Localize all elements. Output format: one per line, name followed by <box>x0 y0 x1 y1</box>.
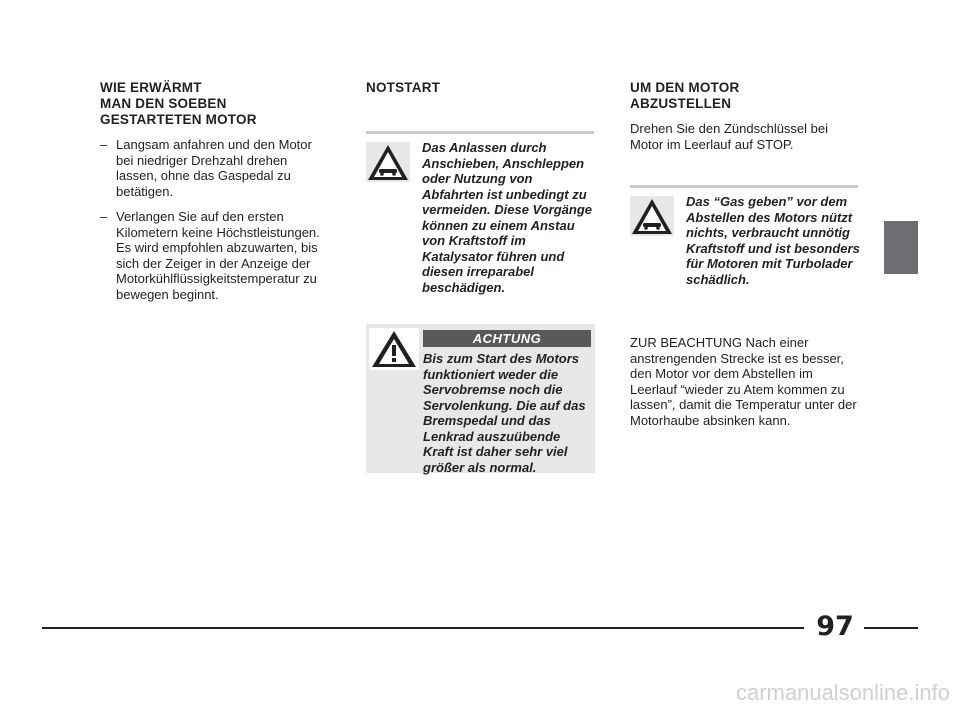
heading-line: ABZUSTELLEN <box>630 96 732 111</box>
watermark: carmanualsonline.info <box>735 680 950 705</box>
section-heading-warm-up <box>100 80 332 128</box>
note-divider <box>366 131 594 134</box>
note-push-start <box>366 140 596 295</box>
right-column <box>630 80 860 152</box>
heading-line: UM DEN MOTOR <box>630 80 740 95</box>
middle-column <box>366 80 596 105</box>
heading-line: GESTARTETEN MOTOR <box>100 112 257 127</box>
warning-band: ACHTUNG <box>423 330 591 347</box>
left-column <box>100 80 332 312</box>
page-number: 97 <box>816 611 854 642</box>
section-heading-stop-engine <box>630 80 860 112</box>
footer-rule-left <box>42 627 804 629</box>
zur-beachtung-paragraph: ZUR BEACHTUNG Nach einer anstrengenden Strecke ist es besser, den Motor vor dem Abstellen im Leerlauf “wieder zu Atem kommen zu lassen”, damit die Temperatur unter der Motorhaube absinken kann. <box>630 335 857 428</box>
footer-rule-right <box>864 627 918 629</box>
note-divider <box>630 185 858 188</box>
list-item: – Langsam anfahren und den Motor bei niedriger Drehzahl drehen lassen, ohne das Gaspedal zu betätigen. <box>100 137 332 199</box>
list-item: – Verlangen Sie auf den ersten Kilometern keine Höchstleistungen. Es wird empfohlen abzuwarten, bis sich der Zeiger in der Anzeige der Motorkühlflüssigkeitstemperatur zu bewegen beginnt. <box>100 209 332 302</box>
warm-up-list <box>100 137 332 302</box>
warning-text <box>369 351 591 475</box>
note-body: Das “Gas geben” vor dem Abstellen des Motors nützt nichts, verbraucht unnötig Kraftstoff und ist besonders für Motoren mit Turbolader schädlich. <box>686 194 860 287</box>
warning-body: Bis zum Start des Motors funktioniert weder die Servobremse noch die Servolenkung. Die auf das Bremspedal und das Lenkrad auszuübende Kraft ist daher sehr viel größer als normal. <box>423 351 586 475</box>
note-body: Das Anlassen durch Anschieben, Anschleppen oder Nutzung von Abfahrten ist unbedingt zu vermeiden. Diese Vorgänge können zu einem Anstau von Kraftstoff im Katalysator führen und diesen irreparabel beschädigen. <box>422 140 593 295</box>
warning-box <box>366 324 595 473</box>
car-warning-icon <box>366 142 410 182</box>
note-gas <box>630 194 860 287</box>
stop-instruction: Drehen Sie den Zündschlüssel bei Motor im Leerlauf auf STOP. <box>630 121 829 152</box>
section-heading-notstart: NOTSTART <box>366 80 441 95</box>
heading-line: MAN DEN SOEBEN <box>100 96 227 111</box>
chapter-tab <box>884 221 918 274</box>
heading-line: WIE ERWÄRMT <box>100 80 202 95</box>
car-warning-icon <box>630 196 674 236</box>
